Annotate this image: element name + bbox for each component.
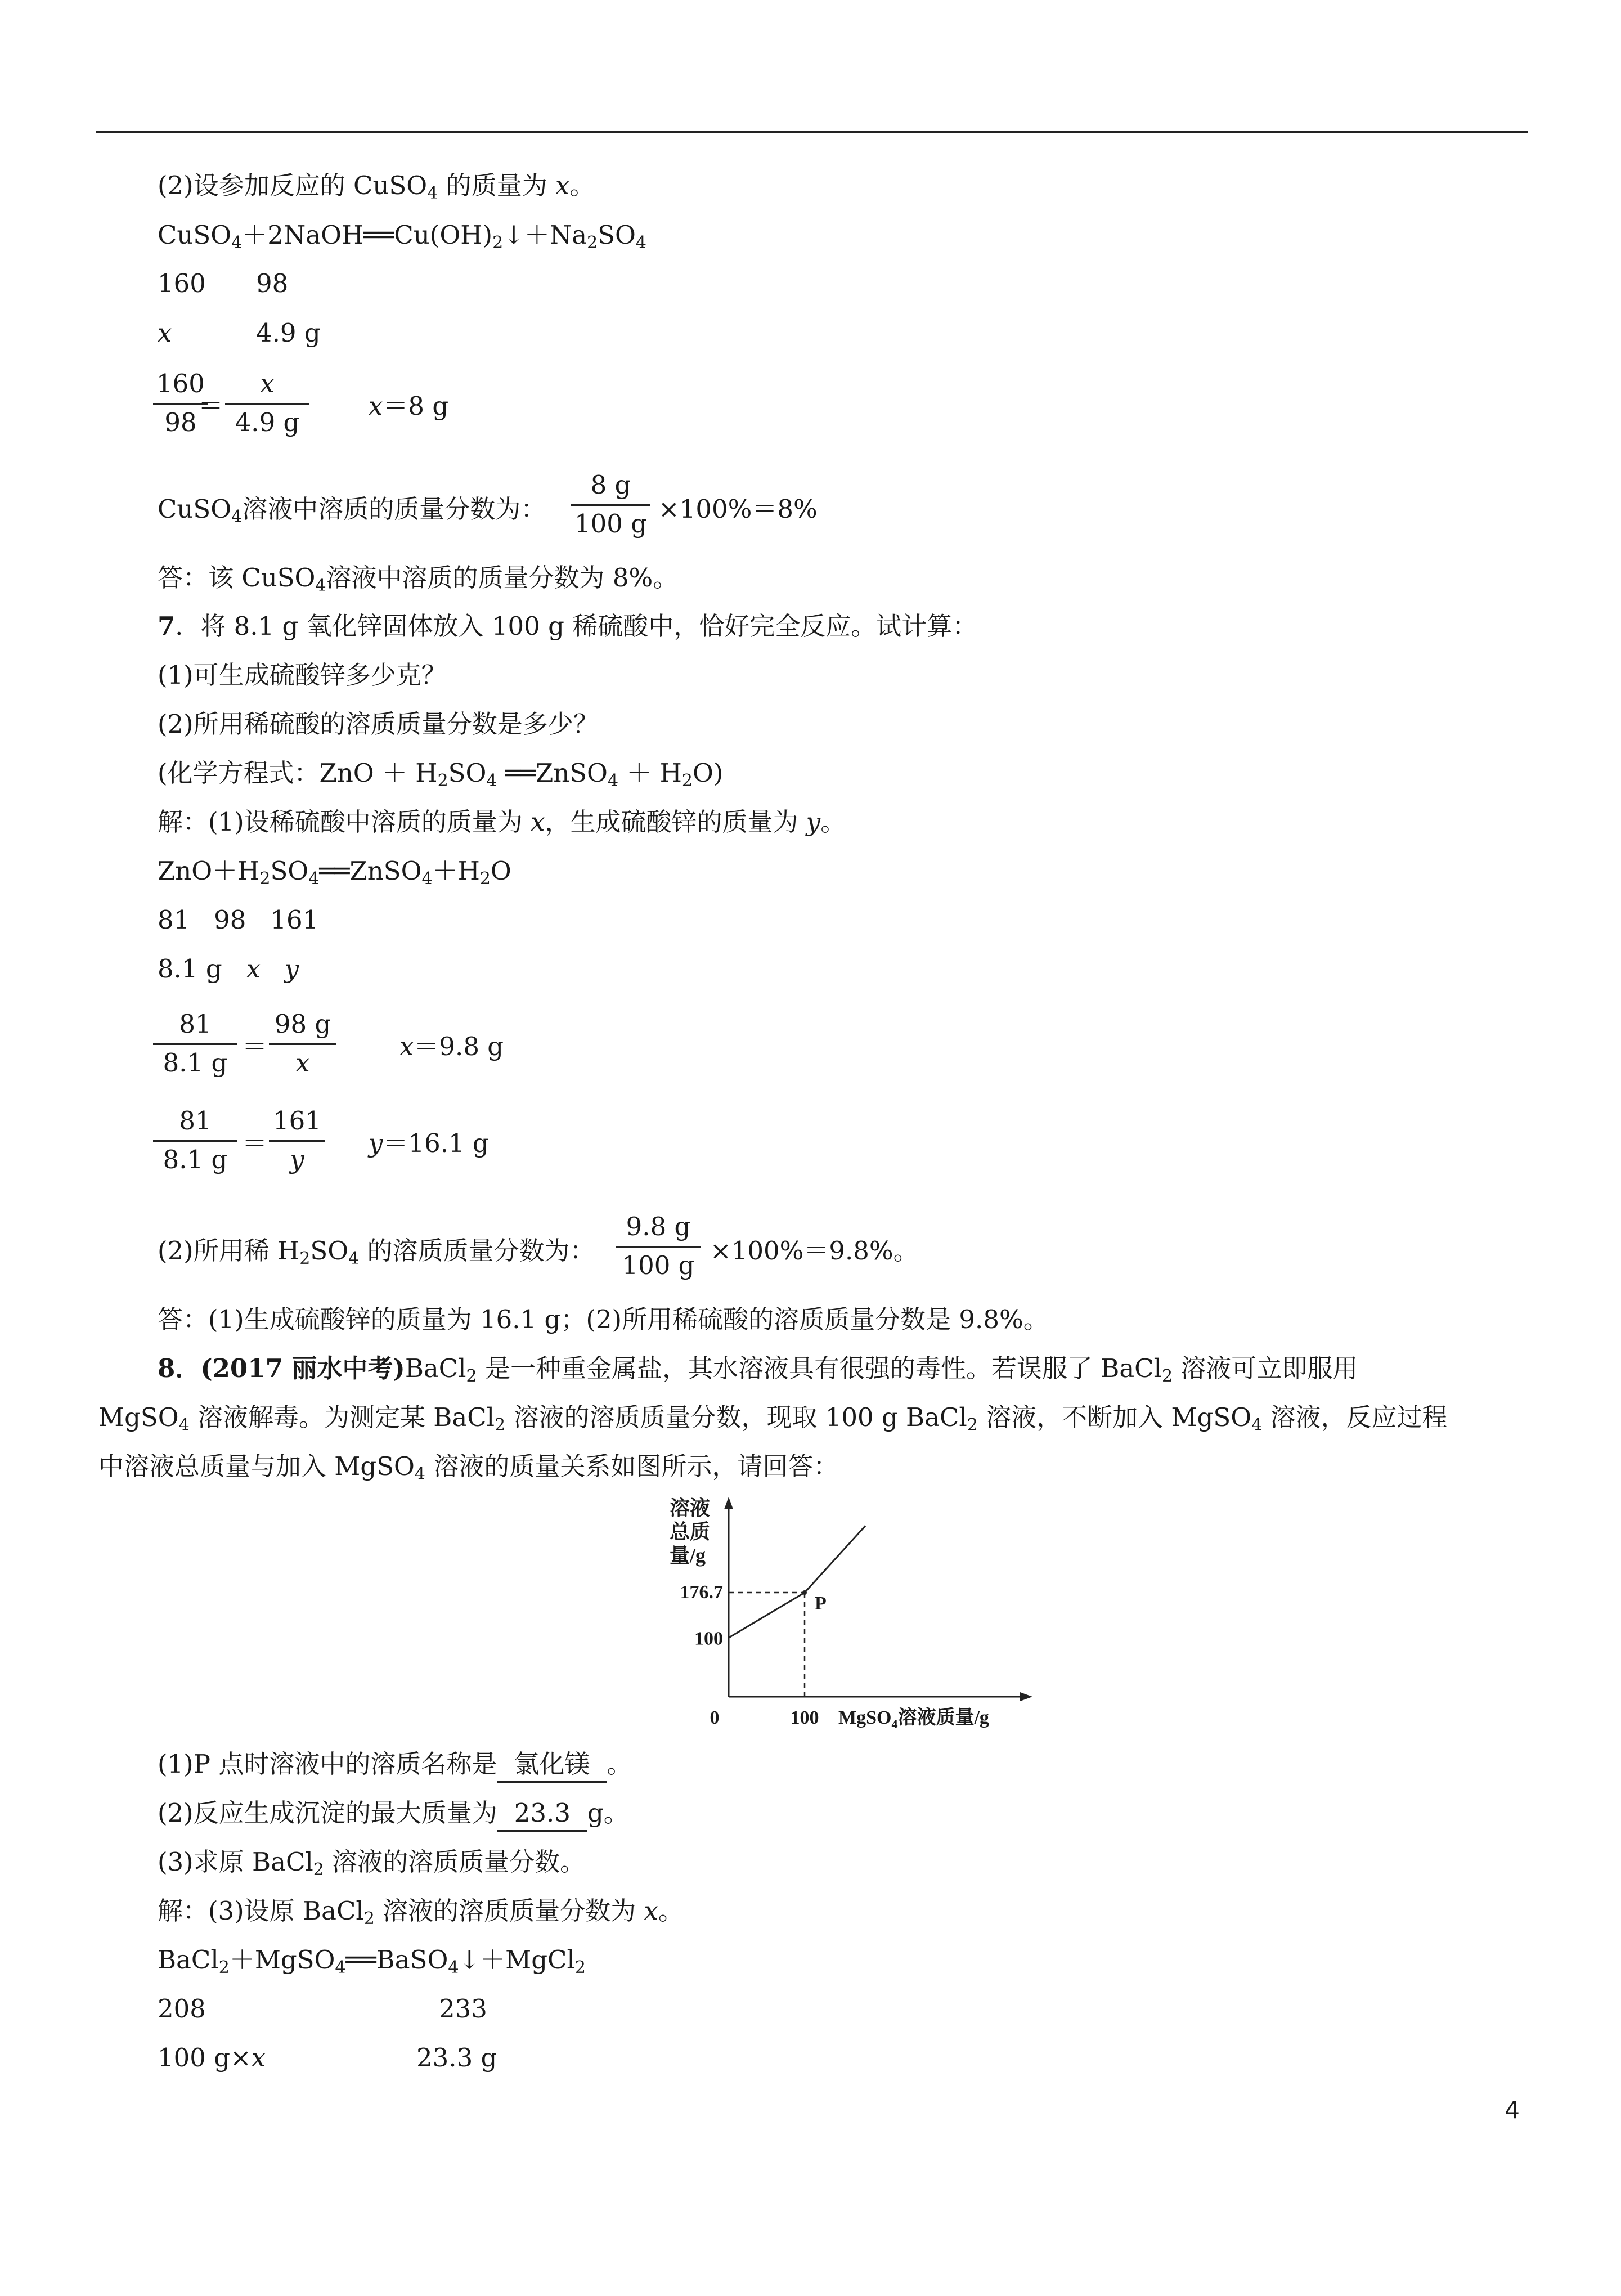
equation-line: BaCl$_2$＋MgSO$_4$══BaSO$_4$↓＋MgCl$_2$ <box>158 1945 586 1977</box>
chart-guides <box>729 1593 805 1697</box>
equation-line: (化学方程式：ZnO ＋ $H_2SO_4$ ══ZnSO$_4$ ＋ $H_2O$) <box>158 758 724 791</box>
text-line: CuSO$_4$溶液中溶质的质量分数为： <box>158 494 546 527</box>
y-axis-label: 量/g <box>670 1544 706 1567</box>
y-axis-label: 总质 <box>670 1521 711 1543</box>
ratio-line: 81 98 161 <box>158 905 319 935</box>
fraction: $\frac{161}{y}$ <box>269 1104 325 1177</box>
equation-line: $ZnO+H_2SO_4══ZnSO_4+H_2O$ <box>158 856 511 889</box>
text-line: 中溶液总质量与加入 MgSO$_4$ 溶液的质量关系如图所示，请回答： <box>98 1451 839 1484</box>
ratio-line: x <box>158 318 172 348</box>
chart-series <box>729 1526 865 1638</box>
text-line: (2)所用稀 $H_2SO_4$ 的溶质质量分数为： <box>158 1236 595 1268</box>
x-axis-label: MgSO$_4$溶液质量/g <box>838 1707 989 1731</box>
result-line: x＝8 g <box>369 391 449 421</box>
equation-line: $CuSO_4+2NaOH══Cu(OH)_2↓+Na_2SO_4$ <box>158 220 646 253</box>
chart-axes <box>724 1497 1032 1701</box>
header-rule <box>96 131 1528 133</box>
origin-label: 0 <box>710 1707 720 1728</box>
question-8-2: (2)反应生成沉淀的最大质量为 23.3 g。 <box>158 1796 629 1832</box>
ratio-line: 100 g×x <box>158 2043 266 2073</box>
ratio-line: 208 <box>158 1994 206 2024</box>
data-point-p <box>802 1590 807 1595</box>
page-number: 4 <box>1505 2096 1520 2124</box>
ratio-line: 98 <box>256 268 289 298</box>
question-7: 7．将 8.1 g 氧化锌固体放入 100 g 稀硫酸中，恰好完全反应。试计算： <box>158 611 978 641</box>
fraction: $\frac{8 g}{100 g}$ <box>571 468 650 541</box>
equals-sign: ＝ <box>198 391 224 421</box>
text-line: ×100%＝9.8%。 <box>710 1236 919 1266</box>
ratio-line: 8.1 g x y <box>158 954 299 984</box>
question-8-3: (3)求原 BaCl$_2$ 溶液的溶质质量分数。 <box>158 1847 586 1880</box>
text-line: (2)设参加反应的 CuSO$_4$ 的质量为 x。 <box>158 171 595 203</box>
fraction: $\frac{81}{8.1 g}$ <box>153 1104 237 1177</box>
answer-blank: 23.3 <box>497 1796 587 1832</box>
equals-sign: ＝ <box>242 1128 268 1158</box>
fraction: $\frac{160}{98}$ <box>153 367 208 440</box>
mass-chart <box>647 1491 1041 1745</box>
fraction: $\frac{81}{8.1 g}$ <box>153 1007 237 1080</box>
text-line: 解：(3)设原 BaCl$_2$ 溶液的溶质质量分数为 x。 <box>158 1896 684 1929</box>
question-8-1: (1)P 点时溶液中的溶质名称是 氯化镁 。 <box>158 1747 632 1783</box>
y-tick-label: 176.7 <box>680 1582 723 1603</box>
text-line: ×100%＝8% <box>658 494 818 524</box>
x-axis-arrow <box>1020 1692 1032 1701</box>
result-line: y＝16.1 g <box>369 1128 489 1158</box>
answer-blank: 氯化镁 <box>497 1747 607 1783</box>
question-8: 8．(2017 丽水中考)BaCl$_2$ 是一种重金属盐，其水溶液具有很强的毒性。若误服了 BaCl$_2$ 溶液可立即服用 <box>158 1353 1358 1386</box>
text-line: MgSO$_4$ 溶液解毒。为测定某 BaCl$_2$ 溶液的溶质质量分数，现取 100 g BaCl$_2$ 溶液，不断加入 MgSO$_4$ 溶液，反应过程 <box>98 1402 1448 1435</box>
y-axis-label: 溶液 <box>670 1497 711 1519</box>
y-tick-label: 100 <box>694 1628 723 1649</box>
text-line: (1)可生成硫酸锌多少克？ <box>158 660 447 690</box>
answer-line: 答：该 CuSO$_4$溶液中溶质的质量分数为 8%。 <box>158 563 679 595</box>
ratio-line: 23.3 g <box>416 2043 497 2073</box>
ratio-line: 160 <box>158 268 206 298</box>
answer-line: 答：(1)生成硫酸锌的质量为 16.1 g；(2)所用稀硫酸的溶质质量分数是 9.8%。 <box>158 1304 1049 1334</box>
ratio-line: 4.9 g <box>256 318 321 348</box>
result-line: x＝9.8 g <box>399 1032 504 1061</box>
text-line: (2)所用稀硫酸的溶质质量分数是多少？ <box>158 709 599 739</box>
fraction: $\frac{98 g}{x}$ <box>269 1007 336 1080</box>
point-label: P <box>815 1593 827 1615</box>
equals-sign: ＝ <box>242 1032 268 1061</box>
ratio-line: 233 <box>439 1994 487 2024</box>
fraction: $\frac{9.8 g}{100 g}$ <box>616 1210 701 1282</box>
series-line <box>729 1526 865 1638</box>
x-tick-label: 100 <box>790 1707 819 1728</box>
text-line: 解：(1)设稀硫酸中溶质的质量为 x，生成硫酸锌的质量为 y。 <box>158 807 846 837</box>
fraction: $\frac{x}{4.9 g}$ <box>225 367 309 440</box>
y-axis-arrow <box>724 1497 733 1509</box>
